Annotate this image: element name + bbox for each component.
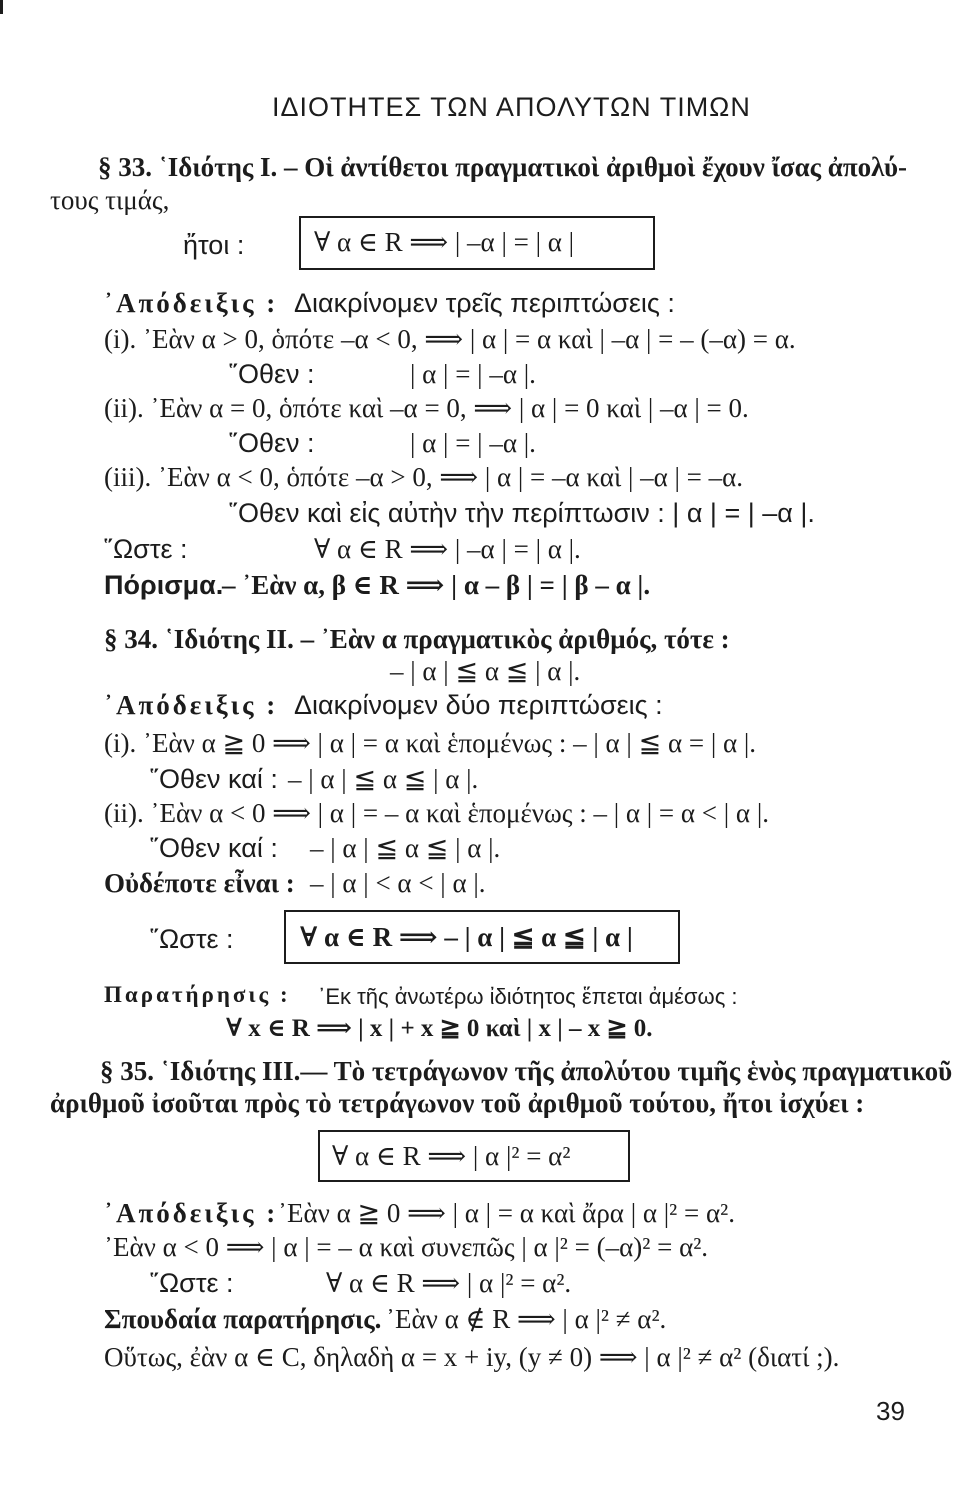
section-35-heading: § 35. ῾Ιδιότης ΙΙΙ.— Τὸ τετράγωνον τῆς ἀπολύτου τιμῆς ἑνὸς πραγματικοῦ — [100, 1056, 953, 1086]
hoste-33-label: ῞Ωστε : — [104, 534, 188, 564]
case-1-33: (i). ᾿Εὰν α > 0, ὁπότε –α < 0, ⟹ | α | = α καὶ | –α | = – (–α) = α. — [104, 324, 796, 354]
proof-intro-34: Διακρίνομεν δύο περιπτώσεις : — [294, 690, 663, 720]
property-2-formula: ∀ α ∈ R ⟹ – | α | ≦ α ≦ | α | — [300, 922, 633, 952]
case-2-35: ᾿Εὰν α < 0 ⟹ | α | = – α καὶ συνεπῶς | α |² = (–α)² = α². — [104, 1232, 709, 1262]
case-1-33-then: ῞Οθεν : — [229, 359, 315, 389]
closing-line: Οὕτως, ἐὰν α ∈ C, δηλαδὴ α = x + iy, (y ≠ 0) ⟹ | α |² ≠ α² (διατί ;). — [104, 1342, 840, 1372]
porisma-text: – ᾿Εὰν α, β ∈ R ⟹ | α – β | = | β – α |. — [222, 570, 651, 600]
hoste-33-eq: ∀ α ∈ R ⟹ | –α | = | α |. — [314, 534, 581, 564]
case-3-33: (iii). ᾿Εὰν α < 0, ὁπότε –α > 0, ⟹ | α | = –α καὶ | –α | = –α. — [104, 462, 744, 492]
hoste-35-eq: ∀ α ∈ R ⟹ | α |² = α². — [326, 1268, 572, 1298]
case-2-34: (ii). ᾿Εὰν α < 0 ⟹ | α | = – α καὶ ἑπομένως : – | α | = α < | α |. — [104, 798, 769, 828]
remark-label: Παρατήρησις : — [104, 982, 291, 1007]
section-34-heading: § 34. ῾Ιδιότης ΙΙ. – ᾿Εὰν α πραγματικὸς ἀριθμός, τότε : — [104, 624, 730, 654]
property-1-formula: ∀ α ∈ R ⟹ | –α | = | α | — [314, 227, 575, 257]
remark-formula: ∀ x ∈ R ⟹ | x | + x ≧ 0 καὶ | x | – x ≧ 0. — [226, 1015, 653, 1042]
proof-label-35: ᾿Απόδειξις : — [104, 1198, 279, 1228]
section-35-heading-cont: ἀριθμοῦ ἰσοῦται πρὸς τὸ τετράγωνον τοῦ ἀριθμοῦ τούτου, ἤτοι ἰσχύει : — [50, 1088, 865, 1118]
page-number: 39 — [876, 1396, 905, 1426]
remark-text: ᾿Εκ τῆς ἀνωτέρω ἰδιότητος ἕπεται ἀμέσως : — [318, 984, 738, 1009]
important-remark-label: Σπουδαία παρατήρησις. — [104, 1304, 382, 1334]
case-2-33-then: ῞Οθεν : — [229, 428, 315, 458]
case-3-33-then: ῞Οθεν καὶ εἰς αὐτὴν τὴν περίπτωσιν : | α | = | –α |. — [229, 498, 815, 528]
never-label: Οὐδέποτε εἶναι : — [104, 868, 295, 898]
case-1-34-then: ῞Οθεν καί : — [150, 764, 278, 794]
important-remark-text: ᾿Εὰν α ∉ R ⟹ | α |² ≠ α². — [386, 1304, 667, 1334]
case-1-34: (i). ᾿Εὰν α ≧ 0 ⟹ | α | = α καὶ ἑπομένως : – | α | ≦ α = | α |. — [104, 728, 757, 758]
proof-text-35: ᾿Εὰν α ≧ 0 ⟹ | α | = α καὶ ἄρα | α |² = α². — [278, 1198, 735, 1228]
proof-label-34: ᾿Απόδειξις : — [104, 690, 279, 720]
section-33-heading-cont: τους τιμάς, — [50, 185, 170, 215]
page-corner-mark — [0, 0, 3, 14]
case-2-34-eq: – | α | ≦ α ≦ | α |. — [310, 833, 501, 863]
never-eq: – | α | < α < | α |. — [310, 868, 486, 898]
case-2-33: (ii). ᾿Εὰν α = 0, ὁπότε καὶ –α = 0, ⟹ | α | = 0 καὶ | –α | = 0. — [104, 393, 749, 423]
section-33-heading: § 33. ῾Ιδιότης Ι. – Οἱ ἀντίθετοι πραγματικοὶ ἀριθμοὶ ἔχουν ἴσας ἀπολύ- — [98, 152, 908, 182]
proof-intro-33: Διακρίνομεν τρεῖς περιπτώσεις : — [294, 288, 675, 318]
case-1-34-eq: – | α | ≦ α ≦ | α |. — [288, 764, 479, 794]
case-1-33-eq: | α | = | –α |. — [410, 359, 536, 389]
case-2-33-eq: | α | = | –α |. — [410, 428, 536, 458]
porisma-label: Πόρισμα. — [104, 570, 224, 600]
page-title: ΙΔΙΟΤΗΤΕΣ ΤΩΝ ΑΠΟΛΥΤΩΝ ΤΙΜΩΝ — [272, 92, 751, 122]
section-34-inequality: – | α | ≦ α ≦ | α |. — [390, 656, 581, 686]
hetoi-label: ἤτοι : — [183, 230, 245, 260]
hoste-34-label: ῞Ωστε : — [150, 924, 234, 954]
property-3-formula: ∀ α ∈ R ⟹ | α |² = α² — [332, 1141, 571, 1171]
case-2-34-then: ῞Οθεν καί : — [150, 833, 278, 863]
proof-label-33: ᾿Απόδειξις : — [104, 288, 279, 318]
hoste-35-label: ῞Ωστε : — [150, 1268, 234, 1298]
